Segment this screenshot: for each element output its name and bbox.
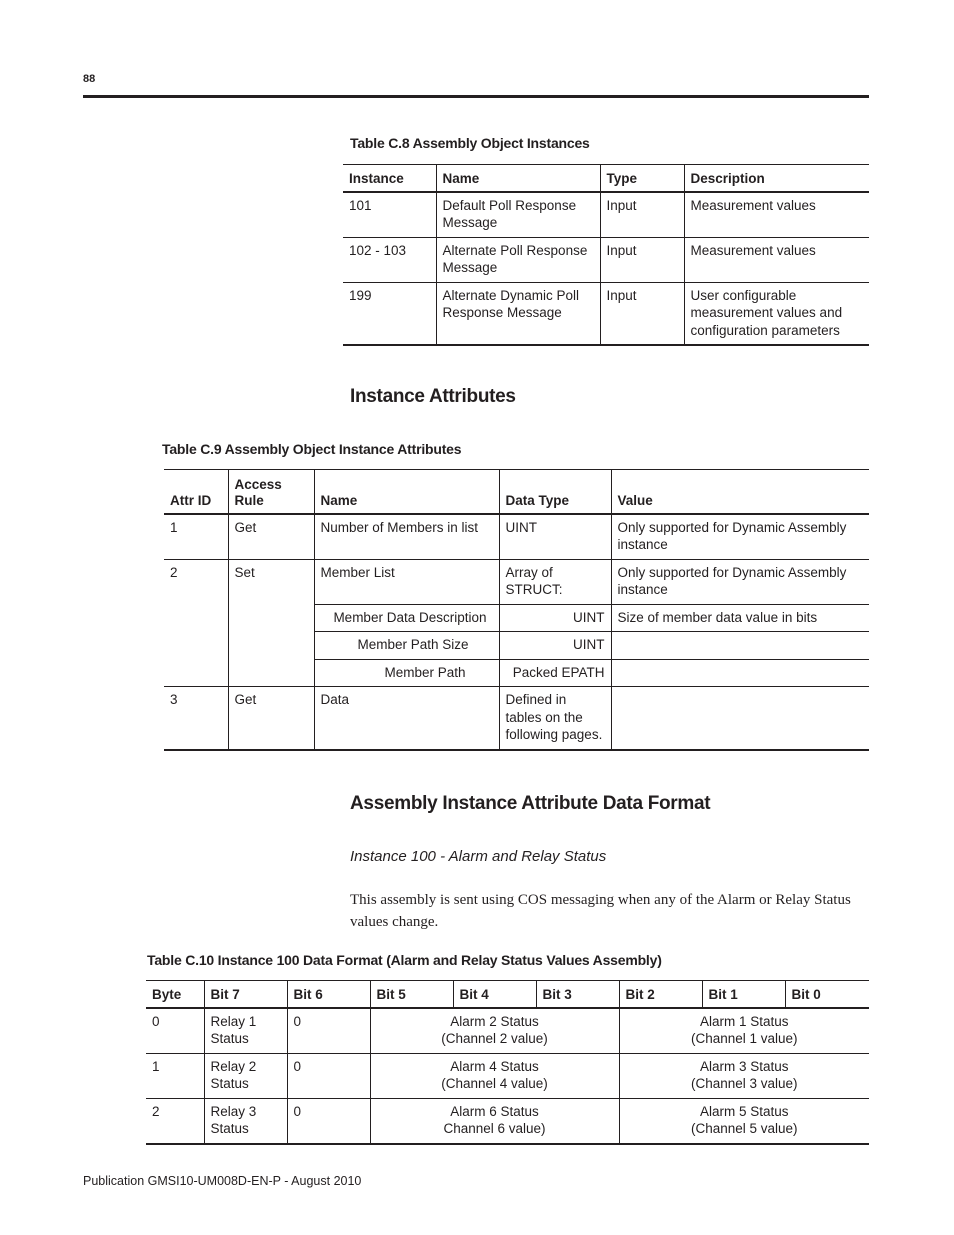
page-number: 88 <box>83 73 96 85</box>
table-c8-header: Instance <box>349 170 404 186</box>
page-footer: Publication GMSI10-UM008D-EN-P - August 2010 <box>83 1174 362 1188</box>
table-cell: 0 <box>152 1013 160 1029</box>
table-cell: 0 <box>287 1098 370 1144</box>
table-cell <box>619 1053 869 1098</box>
alarm-status-label: Alarm 4 Status <box>450 1058 539 1074</box>
table-cell <box>611 687 869 750</box>
table-cell: 2 <box>164 559 228 687</box>
table-cell: Size of member data value in bits <box>611 604 869 632</box>
table-cell: 102 - 103 <box>349 242 407 258</box>
table-c9-header: Name <box>314 470 499 514</box>
table-c10-header: Bit 7 <box>204 981 287 1008</box>
table-cell: Data <box>314 687 499 750</box>
table-c9-header: Data Type <box>499 470 611 514</box>
table-cell: Set <box>228 559 314 687</box>
table-cell <box>370 1098 619 1144</box>
body-paragraph: This assembly is sent using COS messaging when any of the Alarm or Relay Status values change. <box>350 892 851 930</box>
table-cell <box>611 632 869 660</box>
table-cell: Get <box>228 687 314 750</box>
table-c8-header: Description <box>684 165 869 192</box>
table-cell: Member Path Size <box>314 632 499 660</box>
table-c9-caption: Table C.9 Assembly Object Instance Attributes <box>162 441 462 457</box>
table-c10-header: Bit 0 <box>785 981 869 1008</box>
table-cell: UINT <box>499 632 611 660</box>
table-cell: 0 <box>287 1008 370 1054</box>
table-c10-header: Bit 6 <box>287 981 370 1008</box>
table-c10-header: Bit 5 <box>370 981 453 1008</box>
table-c9-header: Access Rule <box>228 470 314 514</box>
table-c10-caption: Table C.10 Instance 100 Data Format (Alarm and Relay Status Values Assembly) <box>147 952 662 968</box>
alarm-status-label: Alarm 3 Status <box>699 1058 789 1074</box>
table-c10 <box>146 980 869 1145</box>
table-cell <box>370 1008 619 1054</box>
header-rule <box>83 95 869 98</box>
channel-value-label: (Channel 1 value) <box>690 1031 798 1046</box>
table-c8-header: Type <box>600 165 684 192</box>
table-cell: 101 <box>349 197 372 213</box>
table-c10-header: Bit 3 <box>536 981 619 1008</box>
table-row <box>146 1098 869 1144</box>
table-cell: 1 <box>152 1058 160 1074</box>
table-cell: Only supported for Dynamic Assembly instance <box>611 514 869 560</box>
channel-value-label: Channel 6 value) <box>443 1121 546 1136</box>
channel-value-label: (Channel 3 value) <box>690 1076 798 1091</box>
alarm-status-label: Alarm 2 Status <box>450 1013 539 1029</box>
table-c10-header: Bit 1 <box>702 981 785 1008</box>
table-c8-header: Name <box>436 165 600 192</box>
table-cell: Defined in tables on the following pages. <box>499 687 611 750</box>
table-cell: 199 <box>349 287 372 303</box>
table-cell <box>619 1008 869 1054</box>
table-row <box>164 687 869 750</box>
table-cell: 2 <box>152 1103 160 1119</box>
table-cell: Default Poll Response Message <box>436 192 600 238</box>
table-c9-header: Value <box>611 470 869 514</box>
table-cell: Relay 3 Status <box>204 1098 287 1144</box>
table-cell: User configurable measurement values and configuration parameters <box>684 282 869 345</box>
table-cell: Number of Members in list <box>314 514 499 560</box>
alarm-status-label: Alarm 5 Status <box>699 1103 789 1119</box>
table-cell: Input <box>600 282 684 345</box>
channel-value-label: (Channel 4 value) <box>441 1076 548 1091</box>
channel-value-label: (Channel 2 value) <box>441 1031 548 1046</box>
table-row <box>343 237 869 282</box>
channel-value-label: (Channel 5 value) <box>690 1121 798 1136</box>
alarm-status-label: Alarm 6 Status <box>450 1103 539 1119</box>
table-row <box>343 192 869 238</box>
table-cell: Alternate Dynamic Poll Response Message <box>436 282 600 345</box>
section-heading-data-format: Assembly Instance Attribute Data Format <box>350 793 711 814</box>
table-c8 <box>343 164 869 346</box>
table-cell <box>370 1053 619 1098</box>
table-cell <box>619 1098 869 1144</box>
table-cell: Member Path <box>314 659 499 687</box>
table-cell: UINT <box>499 604 611 632</box>
table-cell: 3 <box>170 692 178 707</box>
table-cell <box>611 659 869 687</box>
table-cell: Relay 2 Status <box>204 1053 287 1098</box>
table-cell: Measurement values <box>684 237 869 282</box>
table-cell: Input <box>600 192 684 238</box>
table-cell: Measurement values <box>684 192 869 238</box>
table-cell: Packed EPATH <box>499 659 611 687</box>
table-c10-header: Byte <box>152 986 182 1002</box>
table-row <box>146 1053 869 1098</box>
table-c9 <box>164 469 869 751</box>
table-c8-caption: Table C.8 Assembly Object Instances <box>350 135 590 151</box>
table-cell: Input <box>600 237 684 282</box>
table-c10-header: Bit 2 <box>619 981 702 1008</box>
table-cell: Alternate Poll Response Message <box>436 237 600 282</box>
table-cell: Member List <box>314 559 499 604</box>
table-cell: Array of STRUCT: <box>499 559 611 604</box>
table-c10-header: Bit 4 <box>453 981 536 1008</box>
table-cell: Get <box>228 514 314 560</box>
table-cell: Only supported for Dynamic Assembly instance <box>611 559 869 604</box>
table-row <box>164 514 869 560</box>
subsection-heading-instance-100: Instance 100 - Alarm and Relay Status <box>350 848 607 865</box>
table-row <box>343 282 869 345</box>
table-c9-header: Attr ID <box>170 492 212 508</box>
table-cell: 1 <box>170 519 178 535</box>
table-cell: Relay 1 Status <box>204 1008 287 1054</box>
section-heading-instance-attributes: Instance Attributes <box>350 386 516 407</box>
table-row <box>146 1008 869 1054</box>
alarm-status-label: Alarm 1 Status <box>699 1013 789 1029</box>
table-cell: Member Data Description <box>314 604 499 632</box>
table-cell: UINT <box>499 514 611 560</box>
table-row <box>164 559 869 604</box>
table-cell: 0 <box>287 1053 370 1098</box>
